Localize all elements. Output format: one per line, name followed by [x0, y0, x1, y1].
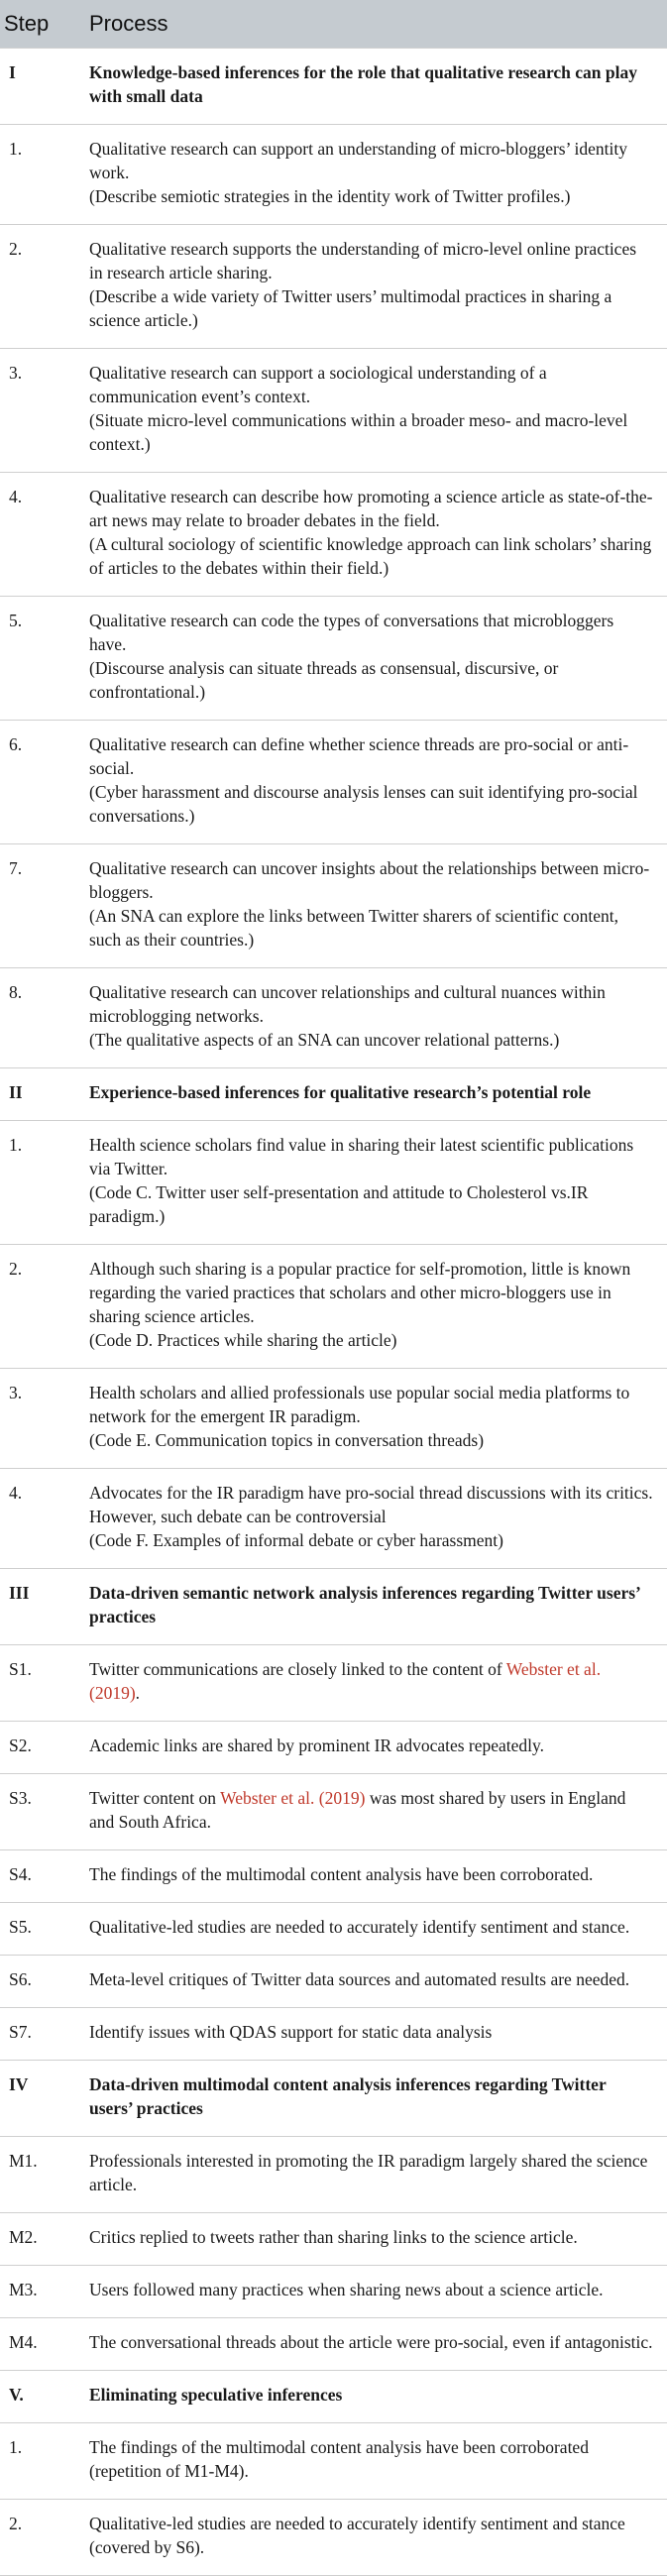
- process-cell: [69, 2213, 667, 2266]
- process-cell: [69, 968, 667, 1068]
- section-row: [0, 2371, 667, 2423]
- table-row: [0, 225, 667, 349]
- process-note: (Code E. Communication topics in conversation threads): [89, 1430, 485, 1450]
- process-cell: [69, 1469, 667, 1569]
- process-cell: [69, 2137, 667, 2213]
- process-text: Qualitative-led studies are needed to accurately identify sentiment and stance.: [89, 1917, 630, 1937]
- process-cell: Knowledge-based inferences for the role that qualitative research can play with small data: [69, 49, 667, 125]
- step-cell: 8.: [0, 968, 69, 1068]
- table-header: [0, 0, 667, 49]
- step-cell: S3.: [0, 1774, 69, 1850]
- step-cell: 4.: [0, 473, 69, 597]
- table-row: [0, 125, 667, 225]
- process-cell: [69, 2423, 667, 2500]
- process-cell: [69, 1774, 667, 1850]
- step-cell: 1.: [0, 2423, 69, 2500]
- step-cell: 1.: [0, 125, 69, 225]
- step-cell: S5.: [0, 1903, 69, 1956]
- process-note: (Discourse analysis can situate threads as consensual, discursive, or confrontational.): [89, 658, 559, 702]
- process-cell: [69, 844, 667, 968]
- step-cell: 5.: [0, 597, 69, 721]
- step-cell: 7.: [0, 844, 69, 968]
- process-cell: [69, 473, 667, 597]
- table-row: [0, 2318, 667, 2371]
- process-cell: [69, 225, 667, 349]
- table-row: [0, 1956, 667, 2008]
- process-text: Health science scholars find value in sharing their latest scientific publications via Twitter.: [89, 1135, 634, 1178]
- section-row: [0, 1068, 667, 1121]
- table-row: [0, 2213, 667, 2266]
- process-cell: [69, 2008, 667, 2061]
- process-cell: [69, 1121, 667, 1245]
- table-row: [0, 1722, 667, 1774]
- process-text: Qualitative research can support a sociological understanding of a communication event’s context.: [89, 363, 547, 406]
- process-text: Qualitative research supports the understanding of micro-level online practices in research article sharing.: [89, 239, 637, 282]
- process-text: Qualitative research can describe how promoting a science article as state-of-the-art news may relate to broader debates in the field.: [89, 487, 653, 530]
- process-text: Identify issues with QDAS support for static data analysis: [89, 2022, 493, 2042]
- table-row: [0, 2266, 667, 2318]
- process-cell: Experience-based inferences for qualitative research’s potential role: [69, 1068, 667, 1121]
- process-cell: Eliminating speculative inferences: [69, 2371, 667, 2423]
- process-cell: [69, 1645, 667, 1722]
- process-note: (A cultural sociology of scientific knowledge approach can link scholars’ sharing of articles to the debates within their field.): [89, 534, 652, 578]
- process-text: Qualitative research can define whether science threads are pro-social or anti-social.: [89, 734, 629, 778]
- process-text: Health scholars and allied professionals use popular social media platforms to network for the emergent IR paradigm.: [89, 1383, 630, 1426]
- process-note: (Describe semiotic strategies in the identity work of Twitter profiles.): [89, 186, 571, 206]
- process-cell: Data-driven multimodal content analysis inferences regarding Twitter users’ practices: [69, 2061, 667, 2137]
- step-cell: M1.: [0, 2137, 69, 2213]
- process-text: The conversational threads about the article were pro-social, even if antagonistic.: [89, 2332, 653, 2352]
- process-note: (Situate micro-level communications within a broader meso- and macro-level context.): [89, 410, 628, 454]
- table-row: [0, 2137, 667, 2213]
- process-note: (An SNA can explore the links between Twitter sharers of scientific content, such as their countries.): [89, 906, 618, 950]
- process-cell: [69, 597, 667, 721]
- process-text: Although such sharing is a popular practice for self-promotion, little is known regarding the varied practices that scholars and other micro-bloggers use in sharing science articles.: [89, 1259, 631, 1326]
- section-row: [0, 49, 667, 125]
- process-note: (Cyber harassment and discourse analysis lenses can suit identifying pro-social conversations.): [89, 782, 638, 826]
- process-text: Professionals interested in promoting the IR paradigm largely shared the science article.: [89, 2151, 648, 2194]
- process-cell: [69, 1722, 667, 1774]
- process-text: Qualitative research can code the types of conversations that microbloggers have.: [89, 611, 614, 654]
- table-row: [0, 1245, 667, 1369]
- process-text: Qualitative research can uncover relationships and cultural nuances within microblogging networks.: [89, 982, 606, 1026]
- step-cell: S4.: [0, 1850, 69, 1903]
- process-text: Twitter communications are closely linked to the content of: [89, 1659, 506, 1679]
- process-note: (Describe a wide variety of Twitter users’ multimodal practices in sharing a science article.): [89, 286, 612, 330]
- process-note: (Code F. Examples of informal debate or cyber harassment): [89, 1530, 503, 1550]
- step-cell: V.: [0, 2371, 69, 2423]
- table-row: [0, 1774, 667, 1850]
- table-row: [0, 473, 667, 597]
- step-cell: 6.: [0, 721, 69, 844]
- process-text: Qualitative research can support an understanding of micro-bloggers’ identity work.: [89, 139, 627, 182]
- process-cell: [69, 349, 667, 473]
- section-row: [0, 1569, 667, 1645]
- process-cell: Data-driven semantic network analysis inferences regarding Twitter users’ practices: [69, 1569, 667, 1645]
- process-note: (Code D. Practices while sharing the article): [89, 1330, 397, 1350]
- table-row: [0, 2500, 667, 2576]
- process-text: Critics replied to tweets rather than sharing links to the science article.: [89, 2227, 578, 2247]
- process-cell: [69, 1245, 667, 1369]
- step-cell: M4.: [0, 2318, 69, 2371]
- step-cell: 3.: [0, 349, 69, 473]
- process-cell: [69, 721, 667, 844]
- step-cell: 1.: [0, 1121, 69, 1245]
- header-row: [0, 0, 667, 49]
- process-text: Qualitative-led studies are needed to accurately identify sentiment and stance (covered by S6).: [89, 2514, 625, 2557]
- step-cell: S6.: [0, 1956, 69, 2008]
- process-note: (Code C. Twitter user self-presentation and attitude to Cholesterol vs.IR paradigm.): [89, 1182, 589, 1226]
- step-cell: IV: [0, 2061, 69, 2137]
- step-cell: 4.: [0, 1469, 69, 1569]
- process-cell: [69, 2318, 667, 2371]
- process-cell: [69, 125, 667, 225]
- step-cell: S1.: [0, 1645, 69, 1722]
- process-cell: [69, 2266, 667, 2318]
- step-cell: III: [0, 1569, 69, 1645]
- table-row: [0, 1903, 667, 1956]
- table-row: [0, 1469, 667, 1569]
- table-row: [0, 1645, 667, 1722]
- step-cell: 2.: [0, 2500, 69, 2576]
- citation-link[interactable]: Webster et al. (2019): [89, 1659, 602, 1703]
- table-body: [0, 49, 667, 2576]
- step-cell: S2.: [0, 1722, 69, 1774]
- process-text: Meta-level critiques of Twitter data sources and automated results are needed.: [89, 1969, 630, 1989]
- table-row: [0, 597, 667, 721]
- step-cell: II: [0, 1068, 69, 1121]
- process-column-header: Process: [69, 0, 667, 49]
- process-cell: [69, 1850, 667, 1903]
- process-text: Advocates for the IR paradigm have pro-social thread discussions with its critics. However, such debate can be controversial: [89, 1483, 653, 1526]
- step-cell: M2.: [0, 2213, 69, 2266]
- table-row: [0, 1369, 667, 1469]
- process-text: Users followed many practices when sharing news about a science article.: [89, 2280, 604, 2299]
- process-text: was most shared by users in England and South Africa.: [89, 1788, 626, 1832]
- step-cell: 2.: [0, 1245, 69, 1369]
- process-cell: [69, 1956, 667, 2008]
- process-text: The findings of the multimodal content analysis have been corroborated (repetition of M1-M4).: [89, 2437, 589, 2481]
- step-cell: M3.: [0, 2266, 69, 2318]
- process-text: Academic links are shared by prominent IR advocates repeatedly.: [89, 1736, 545, 1755]
- step-cell: S7.: [0, 2008, 69, 2061]
- table-row: [0, 844, 667, 968]
- step-column-header: Step: [0, 0, 69, 49]
- process-cell: [69, 1369, 667, 1469]
- step-cell: I: [0, 49, 69, 125]
- process-note: (The qualitative aspects of an SNA can uncover relational patterns.): [89, 1030, 560, 1050]
- table-row: [0, 1121, 667, 1245]
- process-text: Twitter content on: [89, 1788, 221, 1808]
- table-row: [0, 349, 667, 473]
- table-row: [0, 2008, 667, 2061]
- table-row: [0, 1850, 667, 1903]
- step-cell: 2.: [0, 225, 69, 349]
- process-cell: [69, 2500, 667, 2576]
- table-row: [0, 721, 667, 844]
- process-text: Qualitative research can uncover insights about the relationships between micro-bloggers.: [89, 858, 650, 902]
- table-row: [0, 2423, 667, 2500]
- process-cell: [69, 1903, 667, 1956]
- table-row: [0, 968, 667, 1068]
- citation-link[interactable]: Webster et al. (2019): [220, 1788, 366, 1808]
- process-text: .: [135, 1683, 141, 1703]
- process-text: The findings of the multimodal content analysis have been corroborated.: [89, 1864, 594, 1884]
- step-cell: 3.: [0, 1369, 69, 1469]
- section-row: [0, 2061, 667, 2137]
